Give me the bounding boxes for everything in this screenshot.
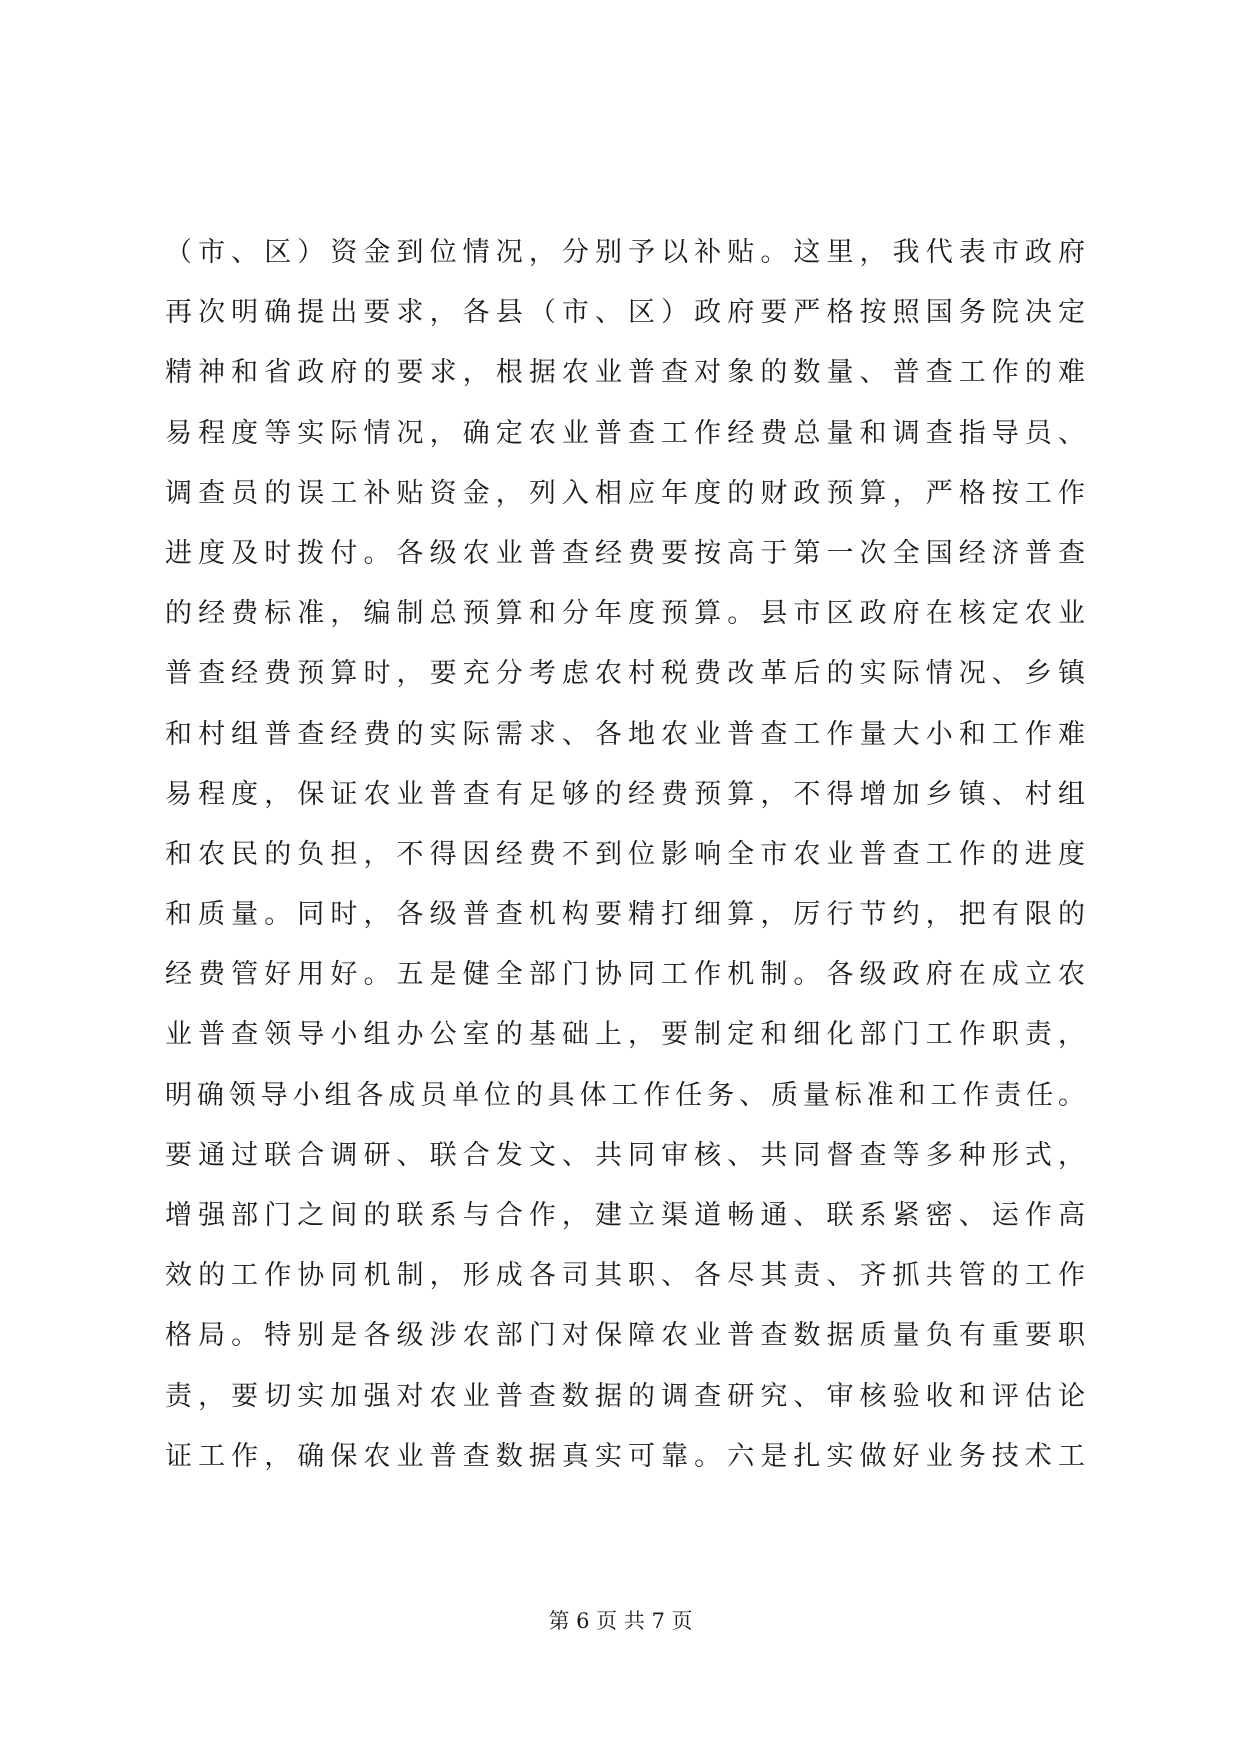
text-line: 增强部门之间的联系与合作，建立渠道畅通、联系紧密、运作高 <box>165 1200 1085 1231</box>
text-line: 进度及时拨付。各级农业普查经费要按高于第一次全国经济普查 <box>165 537 1085 569</box>
text-line: 经费管好用好。五是健全部门协同工作机制。各级政府在成立农 <box>165 959 1085 991</box>
text-line: 明确领导小组各成员单位的具体工作任务、质量标准和工作责任。 <box>165 1079 1085 1111</box>
text-line: （市、区）资金到位情况，分别予以补贴。这里，我代表市政府 <box>165 237 1085 268</box>
page-number-footer: 第 6 页 共 7 页 <box>548 1609 693 1633</box>
text-line: 要通过联合调研、联合发文、共同审核、共同督查等多种形式， <box>165 1139 1085 1171</box>
text-line: 证工作，确保农业普查数据真实可靠。六是扎实做好业务技术工 <box>165 1440 1085 1472</box>
text-line: 普查经费预算时，要充分考虑农村税费改革后的实际情况、乡镇 <box>165 658 1085 690</box>
text-line: 的经费标准，编制总预算和分年度预算。县市区政府在核定农业 <box>165 598 1085 630</box>
text-line: 易程度等实际情况，确定农业普查工作经费总量和调查指导员、 <box>165 417 1085 449</box>
text-line: 易程度，保证农业普查有足够的经费预算，不得增加乡镇、村组 <box>165 778 1085 810</box>
text-line: 格局。特别是各级涉农部门对保障农业普查数据质量负有重要职 <box>165 1320 1085 1352</box>
text-line: 责，要切实加强对农业普查数据的调查研究、审核验收和评估论 <box>165 1380 1085 1412</box>
body-text <box>165 223 1085 1487</box>
text-line: 和村组普查经费的实际需求、各地农业普查工作量大小和工作难 <box>165 718 1085 750</box>
text-line: 和农民的负担，不得因经费不到位影响全市农业普查工作的进度 <box>165 838 1085 870</box>
text-line: 精神和省政府的要求，根据农业普查对象的数量、普查工作的难 <box>165 357 1085 389</box>
text-line: 和质量。同时，各级普查机构要精打细算，厉行节约，把有限的 <box>165 899 1085 931</box>
text-line: 业普查领导小组办公室的基础上，要制定和细化部门工作职责， <box>165 1019 1085 1051</box>
text-line: 调查员的误工补贴资金，列入相应年度的财政预算，严格按工作 <box>165 477 1085 509</box>
text-line: 效的工作协同机制，形成各司其职、各尽其责、齐抓共管的工作 <box>165 1260 1085 1292</box>
text-line: 再次明确提出要求，各县（市、区）政府要严格按照国务院决定 <box>165 297 1085 329</box>
